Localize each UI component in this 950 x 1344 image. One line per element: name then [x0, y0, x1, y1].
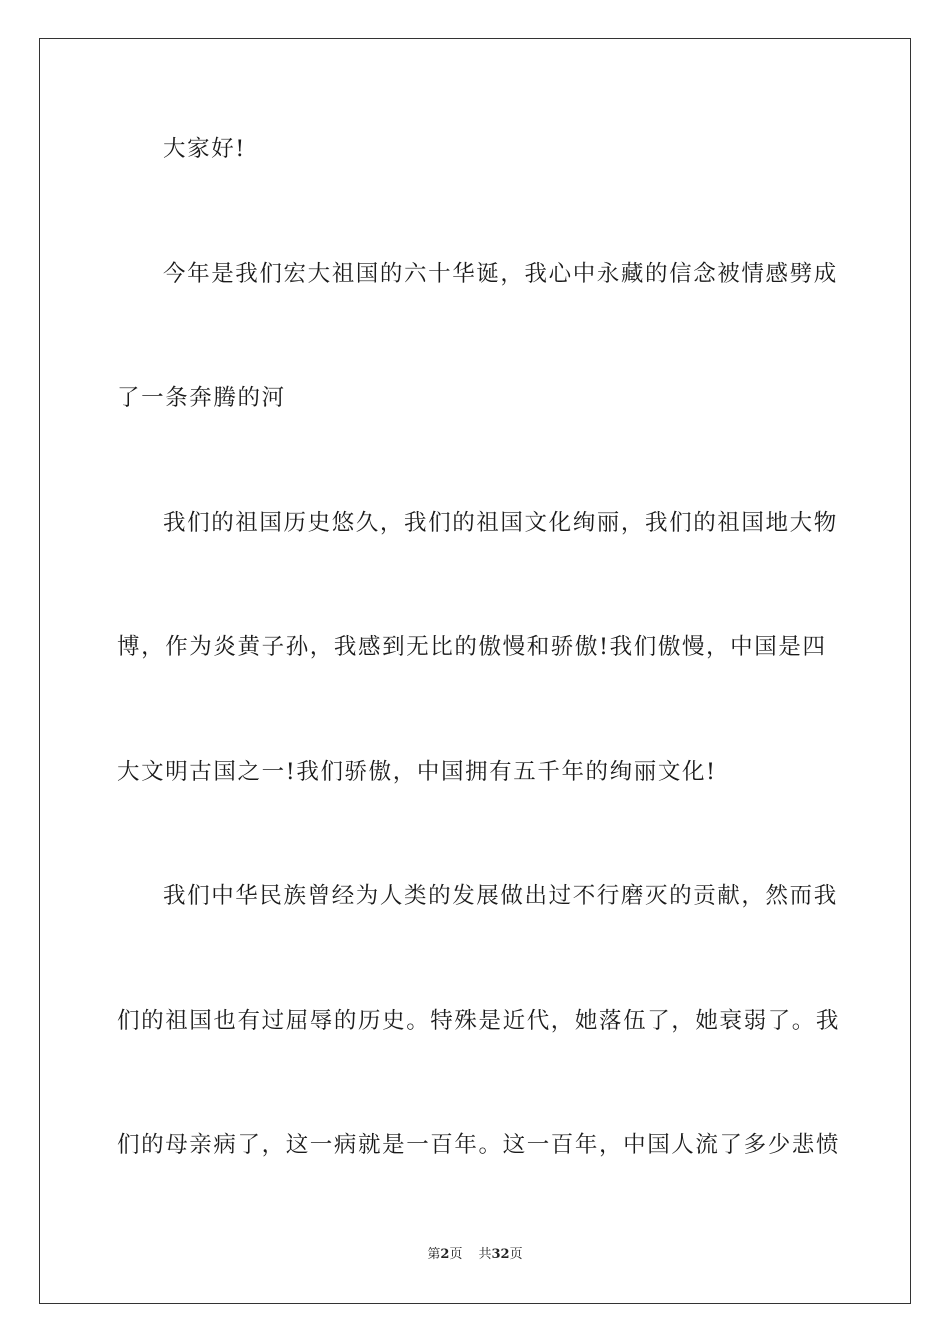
total-prefix: 共: [478, 1247, 492, 1262]
paragraph-line: 了一条奔腾的河: [117, 385, 286, 411]
paragraph-line: 大文明古国之一!我们骄傲，中国拥有五千年的绚丽文化!: [117, 759, 717, 785]
paragraph-line: 我们中华民族曾经为人类的发展做出过不行磨灭的贡献，然而我: [163, 883, 838, 909]
total-pages: 32: [491, 1247, 510, 1262]
paragraph-line: 今年是我们宏大祖国的六十华诞，我心中永藏的信念被情感劈成: [163, 261, 838, 287]
paragraph-line: 博，作为炎黄子孙，我感到无比的傲慢和骄傲!我们傲慢，中国是四: [117, 634, 827, 660]
paragraph-line: 们的祖国也有过屈辱的历史。特殊是近代，她落伍了，她衰弱了。我: [117, 1008, 841, 1034]
page-prefix: 第: [427, 1247, 441, 1262]
page-suffix: 页: [449, 1247, 463, 1262]
paragraph-line: 我们的祖国历史悠久，我们的祖国文化绚丽，我们的祖国地大物: [163, 510, 838, 536]
paragraph-line: 们的母亲病了，这一病就是一百年。这一百年，中国人流了多少悲愤: [117, 1132, 841, 1158]
page-footer: [0, 1246, 950, 1264]
page-number: 2: [440, 1247, 450, 1262]
paragraph-line-greeting: 大家好!: [163, 136, 246, 162]
page-border: [39, 38, 911, 1304]
total-suffix: 页: [509, 1247, 523, 1262]
